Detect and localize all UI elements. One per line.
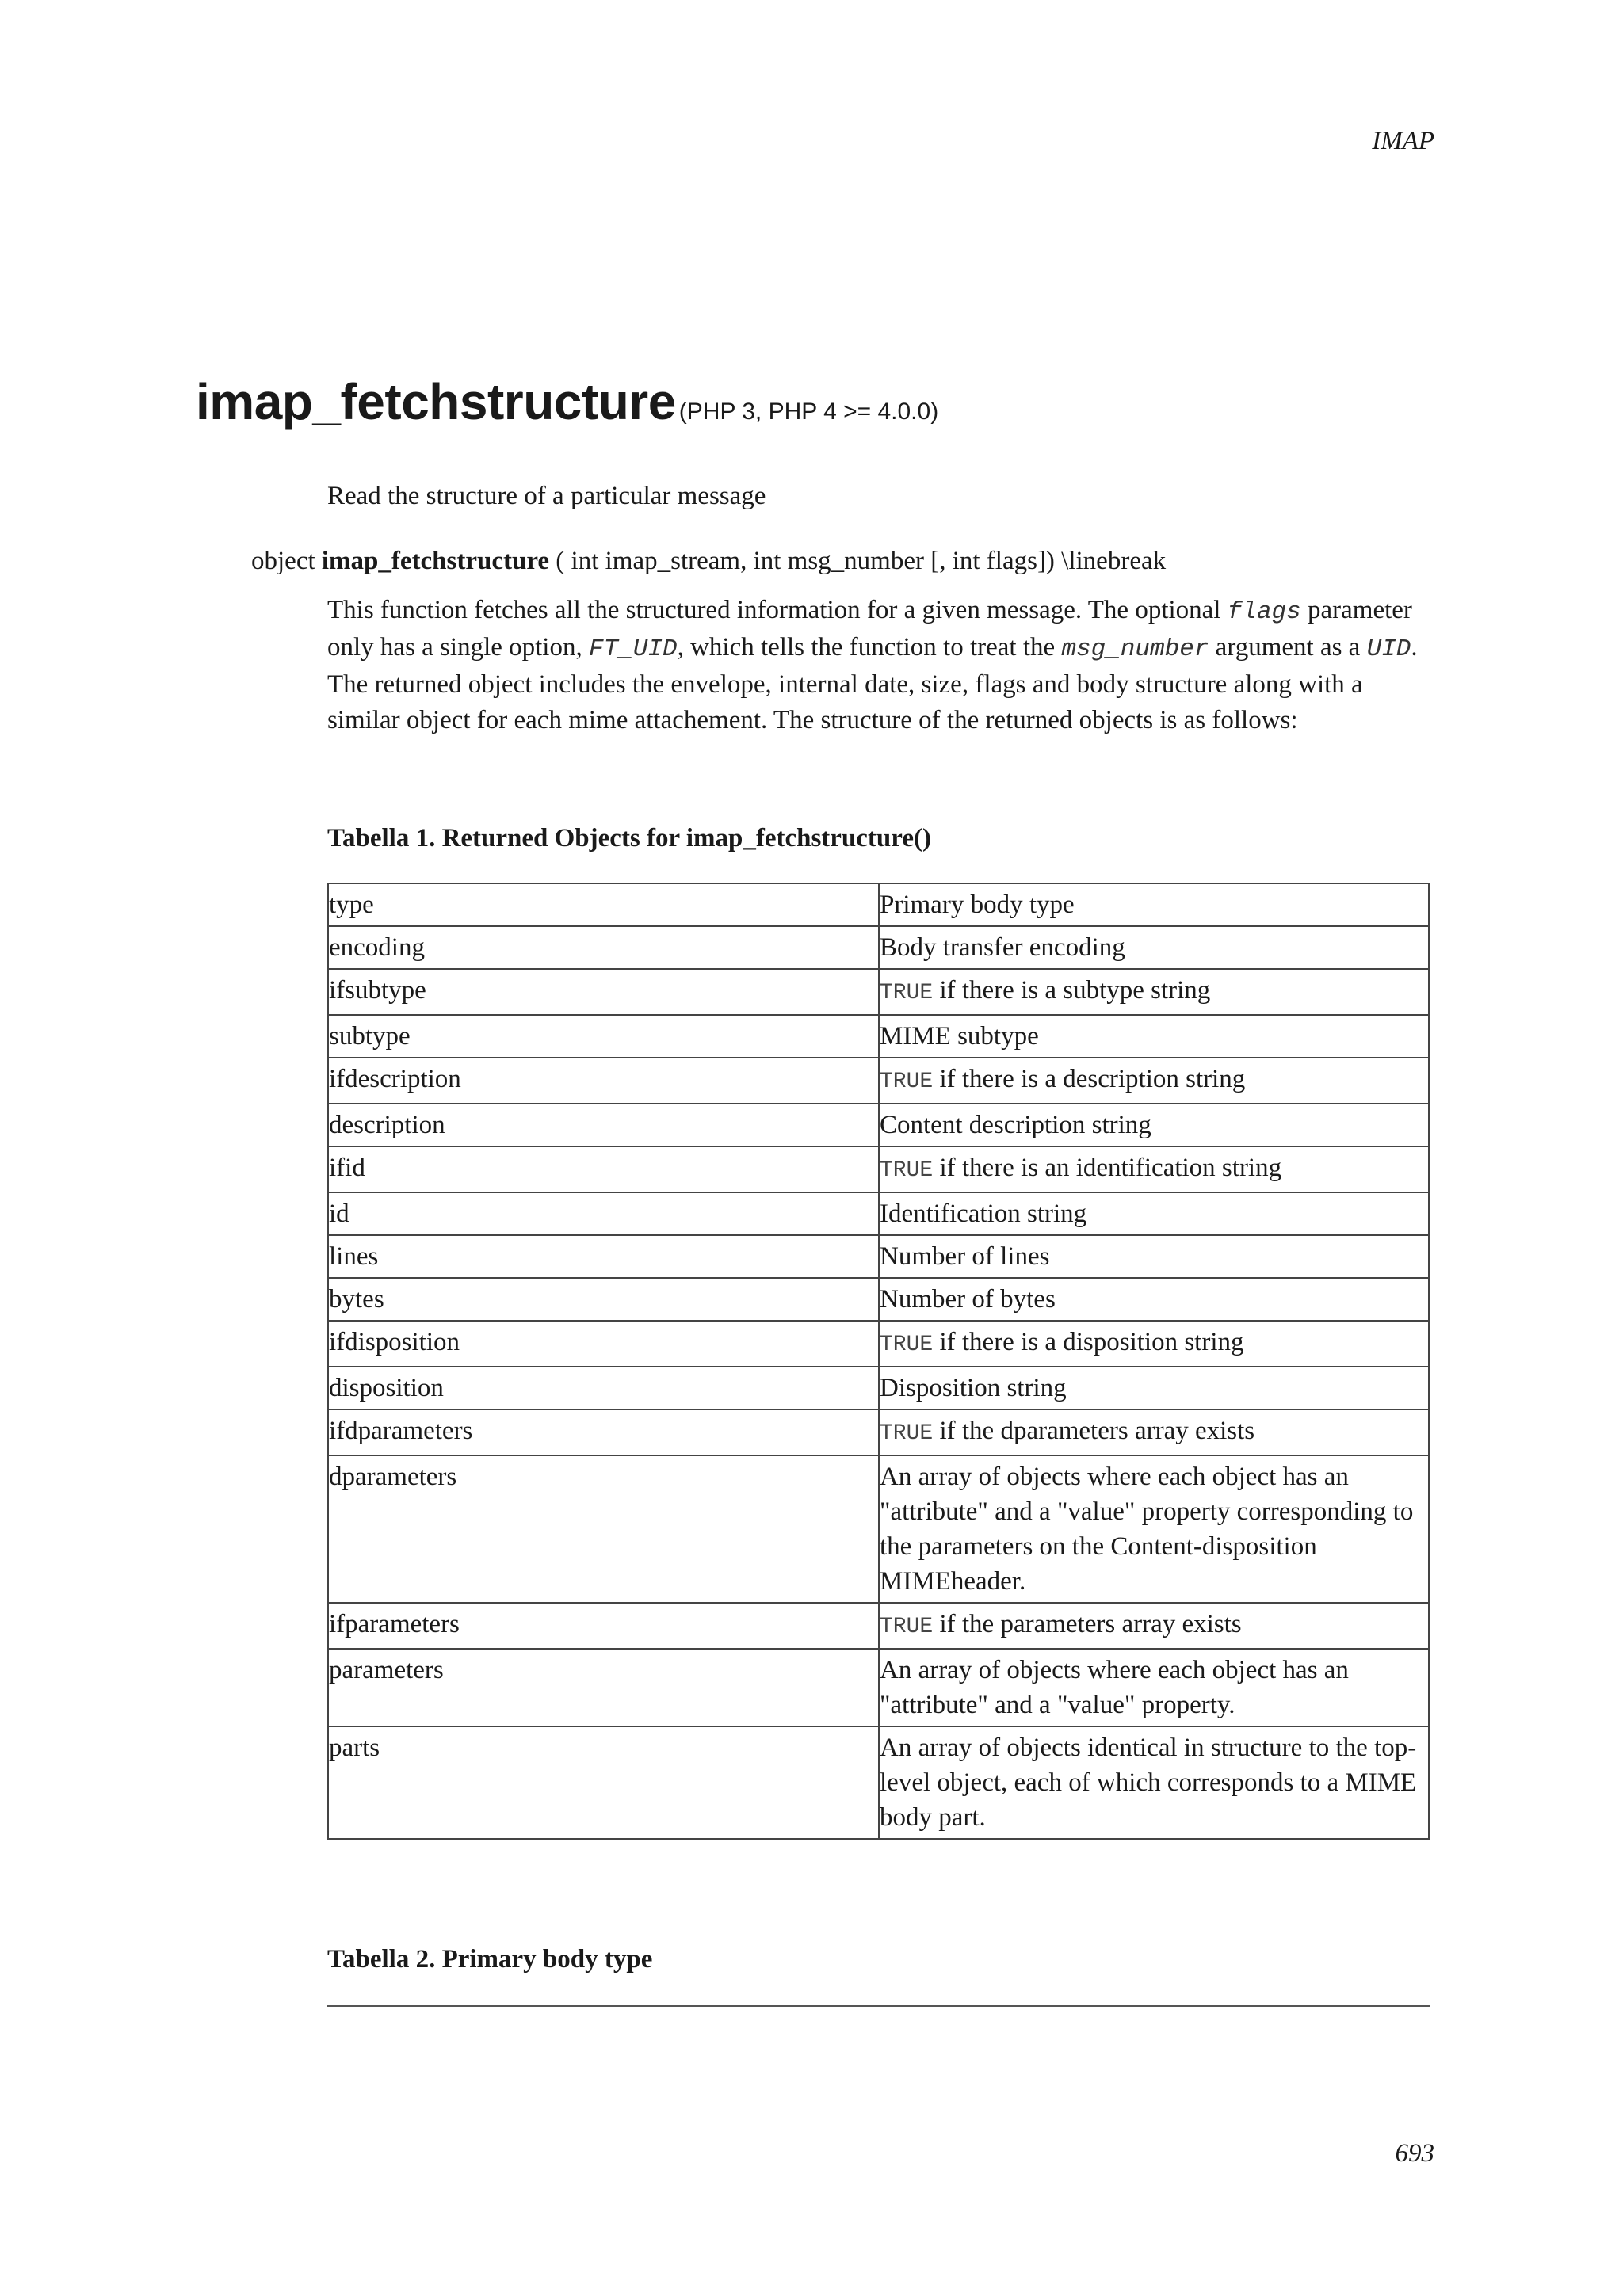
function-purpose: Read the structure of a particular message [327,482,766,510]
field-name-cell: bytes [328,1278,879,1321]
table-row [328,1603,1429,1649]
field-description-cell [879,1409,1429,1455]
field-description-text: Identification string [880,1199,1087,1228]
table2-caption: Tabella 2. Primary body type [327,1945,653,1974]
function-synopsis [251,547,1166,576]
table-row [328,883,1429,926]
field-description-cell [879,969,1429,1015]
table-row [328,1409,1429,1455]
field-name-cell: ifparameters [328,1603,879,1649]
function-versions: (PHP 3, PHP 4 >= 4.0.0) [678,399,939,425]
field-description-cell [879,1146,1429,1192]
running-header: IMAP [1372,127,1434,155]
table-row [328,1192,1429,1235]
field-description-cell [879,1649,1429,1726]
table-row [328,969,1429,1015]
synopsis-function-name: imap_fetchstructure [321,547,550,575]
field-description-text: if there is an identification string [933,1154,1282,1182]
field-description-cell [879,1058,1429,1104]
field-description-text: if there is a subtype string [933,976,1211,1005]
field-name-cell: description [328,1104,879,1146]
synopsis-params: ( int imap_stream, int msg_number [, int flags]) \linebreak [556,547,1167,575]
constant-true: TRUE [880,1421,934,1446]
field-description-cell [879,883,1429,926]
description-text: This function fetches all the structured information for a given message. The optional [327,596,1228,624]
field-description-text: An array of objects where each object has an "attribute" and a "value" property corresponding to the parameters on the Content-disposition MIMEheader. [880,1463,1414,1596]
field-description-text: An array of objects where each object has an "attribute" and a "value" property. [880,1656,1349,1719]
table-row [328,1235,1429,1278]
constant-true: TRUE [880,1070,934,1094]
constant-true: TRUE [880,1158,934,1183]
field-description-cell [879,1603,1429,1649]
table-row [328,1015,1429,1058]
function-title-block [196,372,938,431]
field-name-cell: parts [328,1726,879,1839]
field-name-cell: dparameters [328,1455,879,1603]
field-description-text: Primary body type [880,891,1075,919]
table2-top-rule [327,2005,1430,2007]
field-name-cell: ifsubtype [328,969,879,1015]
table-row [328,1455,1429,1603]
field-description-text: An array of objects identical in structure to the top-level object, each of which corresponds to a MIME body part. [880,1733,1417,1832]
field-description-cell [879,1455,1429,1603]
field-description-text: Number of lines [880,1242,1050,1271]
table1-caption: Tabella 1. Returned Objects for imap_fetchstructure() [327,824,931,852]
description-text: , which tells the function to treat the [677,633,1062,662]
field-name-cell: subtype [328,1015,879,1058]
field-description-text: Content description string [880,1111,1151,1139]
field-description-cell [879,1192,1429,1235]
table-row [328,1321,1429,1367]
field-description-cell [879,1235,1429,1278]
description-text: argument as a [1209,633,1367,662]
description-text: . The returned object includes the envelope, internal date, size, flags and body structure along with a similar object for each mime attachement. The structure of the returned objects is as follows: [327,633,1418,734]
field-name-cell: ifdisposition [328,1321,879,1367]
field-description-cell [879,926,1429,969]
constant-ft-uid: FT_UID [588,635,678,663]
field-description-text: MIME subtype [880,1022,1039,1051]
field-description-text: Body transfer encoding [880,933,1125,962]
table-row [328,1278,1429,1321]
table-row [328,1726,1429,1839]
field-description-cell [879,1321,1429,1367]
constant-true: TRUE [880,1615,934,1639]
field-description-cell [879,1726,1429,1839]
field-description-text: if the dparameters array exists [933,1417,1255,1445]
table-row [328,1058,1429,1104]
field-description-cell [879,1367,1429,1409]
page-number: 693 [1395,2139,1434,2168]
function-title: imap_fetchstructure [196,373,676,430]
description-text: parameter only has a single option, [327,596,1412,662]
field-description-cell [879,1278,1429,1321]
returned-objects-table [327,883,1430,1840]
field-name-cell: lines [328,1235,879,1278]
table-row [328,1146,1429,1192]
constant-true: TRUE [880,981,934,1005]
field-name-cell: type [328,883,879,926]
field-name-cell: ifdparameters [328,1409,879,1455]
field-name-cell: parameters [328,1649,879,1726]
table-row [328,1367,1429,1409]
field-description-text: if the parameters array exists [933,1610,1242,1638]
field-name-cell: ifdescription [328,1058,879,1104]
constant-uid: UID [1366,635,1411,663]
function-description [327,593,1429,738]
field-description-text: if there is a disposition string [933,1328,1244,1356]
field-name-cell: disposition [328,1367,879,1409]
param-flags: flags [1227,598,1301,626]
field-description-text: Disposition string [880,1374,1067,1402]
param-msg-number: msg_number [1061,635,1209,663]
field-name-cell: ifid [328,1146,879,1192]
field-description-text: if there is a description string [933,1065,1246,1093]
field-description-text: Number of bytes [880,1285,1056,1314]
table-row [328,1649,1429,1726]
field-name-cell: encoding [328,926,879,969]
table-row [328,1104,1429,1146]
synopsis-return-type: object [251,547,315,575]
field-description-cell [879,1104,1429,1146]
table-row [328,926,1429,969]
field-description-cell [879,1015,1429,1058]
constant-true: TRUE [880,1333,934,1357]
field-name-cell: id [328,1192,879,1235]
